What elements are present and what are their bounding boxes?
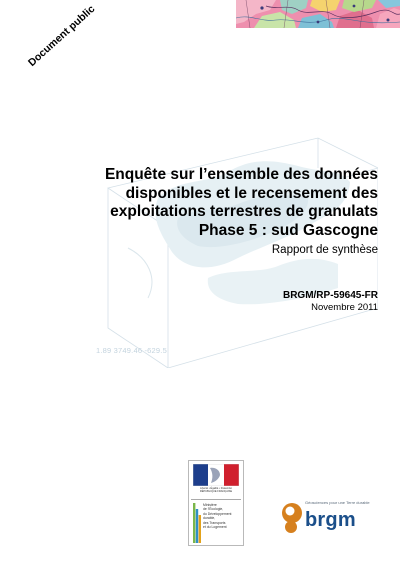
title-line-1: Enquête sur l’ensemble des données bbox=[104, 166, 378, 183]
republic-text bbox=[189, 487, 243, 493]
ministry-line: du Développement bbox=[203, 511, 232, 516]
republic-motto: Liberté • Égalité • Fraternité bbox=[200, 487, 232, 490]
report-reference-block bbox=[283, 290, 378, 313]
brgm-tagline: Géosciences pour une Terre durable bbox=[305, 500, 370, 505]
republic-name: RÉPUBLIQUE FRANÇAISE bbox=[199, 490, 233, 493]
title-line-4: Phase 5 : sud Gascogne bbox=[198, 221, 378, 239]
title-line-2: disponibles et le recensement des bbox=[125, 184, 378, 202]
marianne-icon bbox=[193, 464, 239, 486]
report-date: Novembre 2011 bbox=[311, 302, 378, 313]
watermark-coordinates: 1.89 3749.46 -629.5 bbox=[96, 346, 167, 355]
ministry-divider bbox=[191, 499, 241, 500]
geological-map-thumbnail bbox=[236, 0, 400, 28]
ministry-color-bars-icon bbox=[193, 503, 201, 543]
ministry-name bbox=[203, 503, 241, 529]
brgm-wordmark: brgm bbox=[305, 509, 356, 531]
report-reference: BRGM/RP-59645-FR bbox=[282, 290, 378, 301]
ministry-line: durable, bbox=[203, 516, 216, 521]
subtitle: Rapport de synthèse bbox=[271, 244, 378, 256]
ministry-line: des Transports bbox=[203, 520, 226, 525]
title-block bbox=[78, 166, 378, 256]
ministry-line: Ministère bbox=[203, 503, 217, 507]
ministry-logo bbox=[188, 460, 244, 546]
title-line-3: exploitations terrestres de granulats bbox=[110, 203, 378, 220]
stamp-text: Document public bbox=[26, 3, 98, 69]
ministry-line: de l’Écologie, bbox=[203, 507, 224, 512]
ministry-line: et du Logement bbox=[203, 525, 227, 530]
document-public-stamp bbox=[26, 3, 97, 69]
